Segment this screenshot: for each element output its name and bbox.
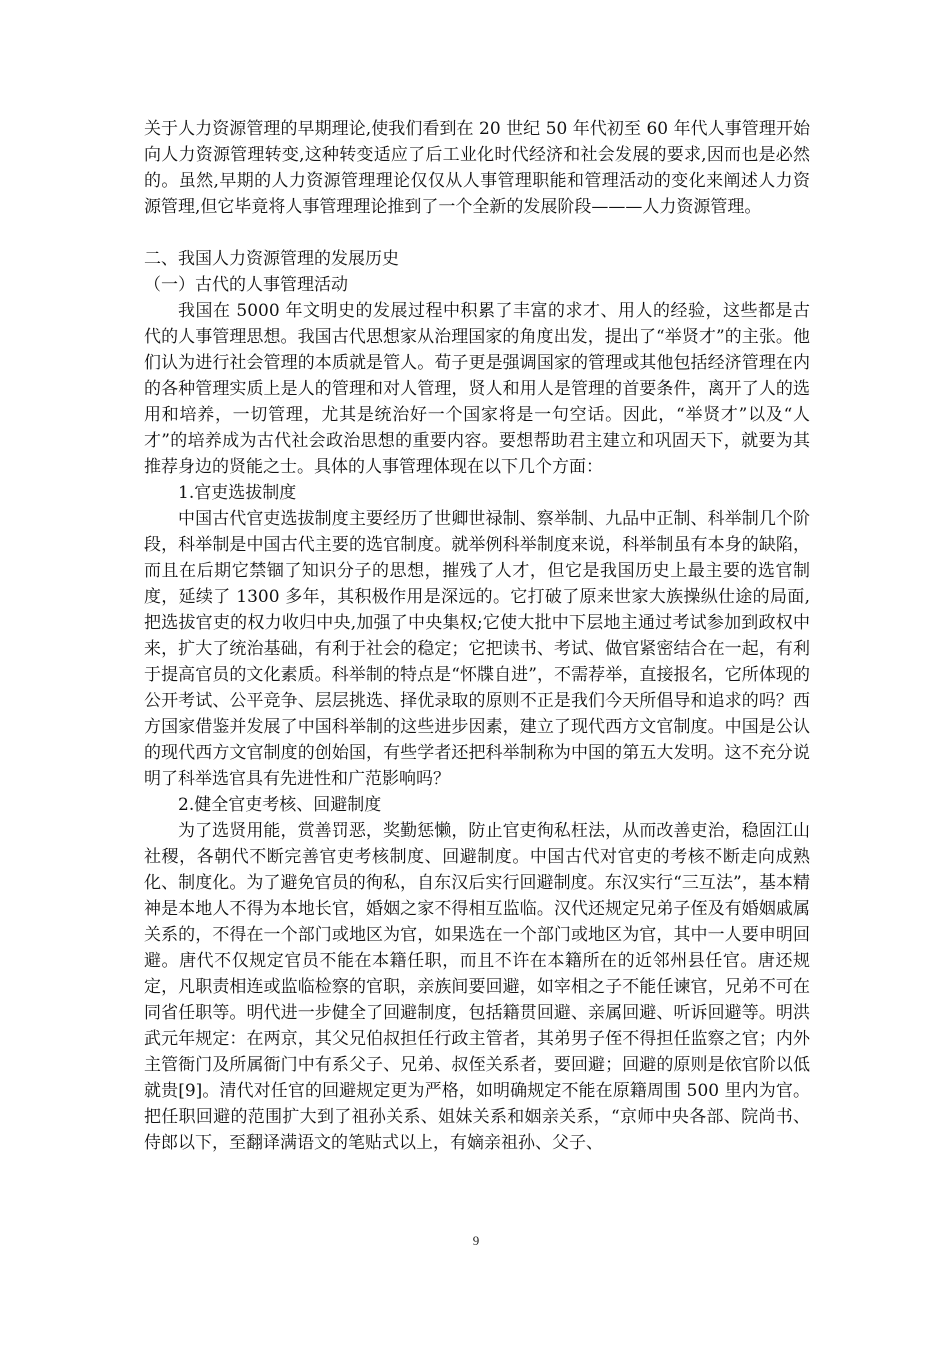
item-heading-assessment-avoidance: 2.健全官吏考核、回避制度 bbox=[178, 795, 382, 815]
subsection-heading-ancient-personnel: （一）古代的人事管理活动 bbox=[144, 275, 348, 295]
paragraph-avoidance-system: 为了选贤用能，赏善罚恶，奖勤惩懒，防止官吏徇私枉法，从而改善吏治，稳固江山社稷，各朝代不断完善官吏考核制度、回避制度。中国古代对官吏的考核不断走向成熟化、制度化。为了避免官员的徇私，自东汉后实行回避制度。东汉实行“三互法”，基本精神是本地人不得为本地长官，婚姻之家不得相互监临。汉代还规定兄弟子侄及有婚姻戚属关系的，不得在一个部门或地区为官，如果选在一个部门或地区为官，其中一人要申明回避。唐代不仅规定官员不能在本籍任职，而且不许在本籍所在的近邻州县任官。唐还规定，凡职责相连或监临检察的官职，亲族间要回避，如宰相之子不能任谏官，兄弟不可在同省任职等。明代进一步健全了回避制度，包括籍贯回避、亲属回避、听诉回避等。明洪武元年规定：在两京，其父兄伯叔担任行政主管者，其弟男子侄不得担任监察之官；内外主管衙门及所属衙门中有系父子、兄弟、叔侄关系者，要回避；回避的原则是依官阶以低就贵[9]。清代对任官的回避规定更为严格，如明确规定不能在原籍周围 500 里内为官。把任职回避的范围扩大到了祖孙关系、姐妹关系和姻亲关系，“京师中央各部、院尚书、侍郎以下，至翻译满语文的笔贴式以上，有嫡亲祖孙、父子、 bbox=[144, 821, 810, 1153]
paragraph-ancient-thought: 我国在 5000 年文明史的发展过程中积累了丰富的求才、用人的经验，这些都是古代的人事管理思想。我国古代思想家从治理国家的角度出发，提出了“举贤才”的主张。他们认为进行社会管理的本质就是管人。荀子更是强调国家的管理或其他包括经济管理在内的各种管理实质上是人的管理和对人管理，贤人和用人是管理的首要条件，离开了人的选用和培养，一切管理，尤其是统治好一个国家将是一句空话。因此，“举贤才”以及“人才”的培养成为古代社会政治思想的重要内容。要想帮助君主建立和巩固天下，就要为其推荐身边的贤能之士。具体的人事管理体现在以下几个方面： bbox=[144, 301, 810, 477]
paragraph-imperial-exam: 中国古代官吏选拔制度主要经历了世卿世禄制、察举制、九品中正制、科举制几个阶段，科举制是中国古代主要的选官制度。就举例科举制度来说，科举制虽有本身的缺陷，而且在后期它禁锢了知识分子的思想，摧残了人才，但它是我国历史上最主要的选官制度，延续了 1300 多年，其积极作用是深远的。它打破了原来世家大族操纵仕途的局面,把选拔官吏的权力收归中央,加强了中央集权;它使大批中下层地主通过考试参加到政权中来，扩大了统治基础，有利于社会的稳定；它把读书、考试、做官紧密结合在一起，有利于提高官员的文化素质。科举制的特点是“怀牒自进”，不需荐举，直接报名，它所体现的公开考试、公平竞争、层层挑选、择优录取的原则不正是我们今天所倡导和追求的吗？西方国家借鉴并发展了中国科举制的这些进步因素，建立了现代西方文官制度。中国是公认的现代西方文官制度的创始国，有些学者还把科举制称为中国的第五大发明。这不充分说明了科举选官具有先进性和广范影响吗？ bbox=[144, 509, 810, 789]
paragraph-early-theory-summary: 关于人力资源管理的早期理论,使我们看到在 20 世纪 50 年代初至 60 年代人事管理开始向人力资源管理转变,这种转变适应了后工业化时代经济和社会发展的要求,因而也是必然的。虽然,早期的人力资源管理理论仅仅从人事管理职能和管理活动的变化来阐述人力资源管理,但它毕竟将人事管理理论推到了一个全新的发展阶段———人力资源管理。 bbox=[144, 119, 810, 217]
document-body bbox=[144, 116, 810, 1156]
paragraph-spacer bbox=[144, 220, 810, 246]
item-heading-official-selection: 1.官吏选拔制度 bbox=[178, 483, 297, 503]
section-heading-china-hrm-history: 二、我国人力资源管理的发展历史 bbox=[144, 249, 399, 269]
page-number: 9 bbox=[472, 1233, 480, 1248]
